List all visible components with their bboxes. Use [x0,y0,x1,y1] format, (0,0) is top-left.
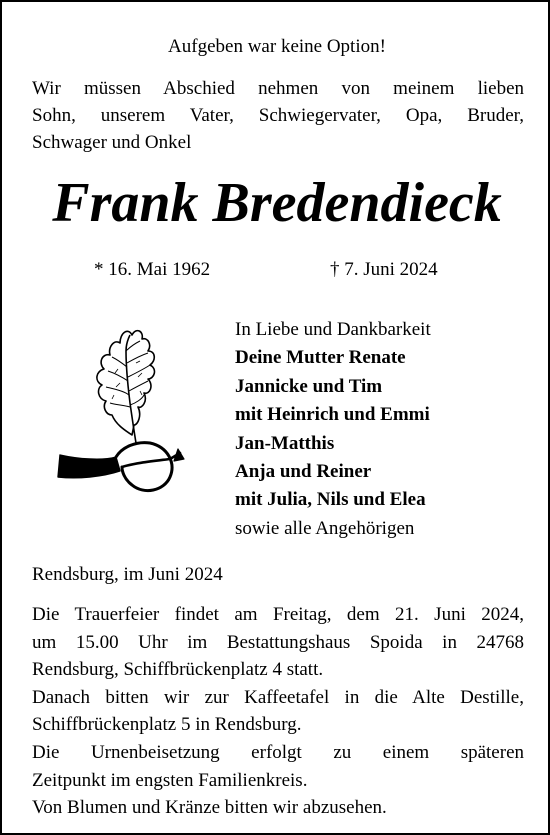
intro-line: Sohn, unserem Vater, Schwiegervater, Opa, Bruder, [32,105,524,126]
details-line: Danach bitten wir zur Kaffeetafel in die Alte Destille, [32,686,524,708]
oak-leaf-icon [97,331,155,443]
death-date: † 7. Juni 2024 [330,259,438,280]
details-line: Die Trauerfeier findet am Freitag, dem 21. Juni 2024, [32,604,524,625]
mourner-name: Jannicke und Tim [235,375,383,397]
mourner-name: Jan-Matthis [235,432,335,454]
mourners-list [235,316,431,543]
mourners-lead: In Liebe und Dankbarkeit [235,319,431,340]
emblem [50,307,186,495]
details-line: Schiffbrückenplatz 5 in Rendsburg. [32,714,302,736]
intro-line: Wir müssen Abschied nehmen von meinem lieben [32,78,524,99]
deceased-name: Frank Bredendieck [52,172,502,234]
details-line: Die Urnenbeisetzung erfolgt zu einem späteren [32,741,524,763]
place-date: Rendsburg, im Juni 2024 [32,564,223,585]
mourner-name: Deine Mutter Renate [235,347,406,369]
motto: Aufgeben war keine Option! [168,36,386,57]
intro-text [32,75,524,156]
service-details [32,601,524,822]
details-line: Von Blumen und Kränze bitten wir abzusehen. [32,797,387,819]
mourner-name: mit Heinrich und Emmi [235,404,430,426]
details-line: um 15.00 Uhr im Bestattungshaus Spoida in 24768 [32,631,524,653]
hunting-horn-icon [58,443,184,491]
intro-line: Schwager und Onkel [32,132,192,153]
birth-date: * 16. Mai 1962 [94,259,211,280]
details-line: Rendsburg, Schiffbrückenplatz 4 statt. [32,659,324,681]
mourner-name: Anja und Reiner [235,461,372,483]
details-line: Zeitpunkt im engsten Familienkreis. [32,769,308,791]
mourner-name: mit Julia, Nils und Elea [235,489,426,511]
mourners-closing: sowie alle Angehörigen [235,517,415,539]
